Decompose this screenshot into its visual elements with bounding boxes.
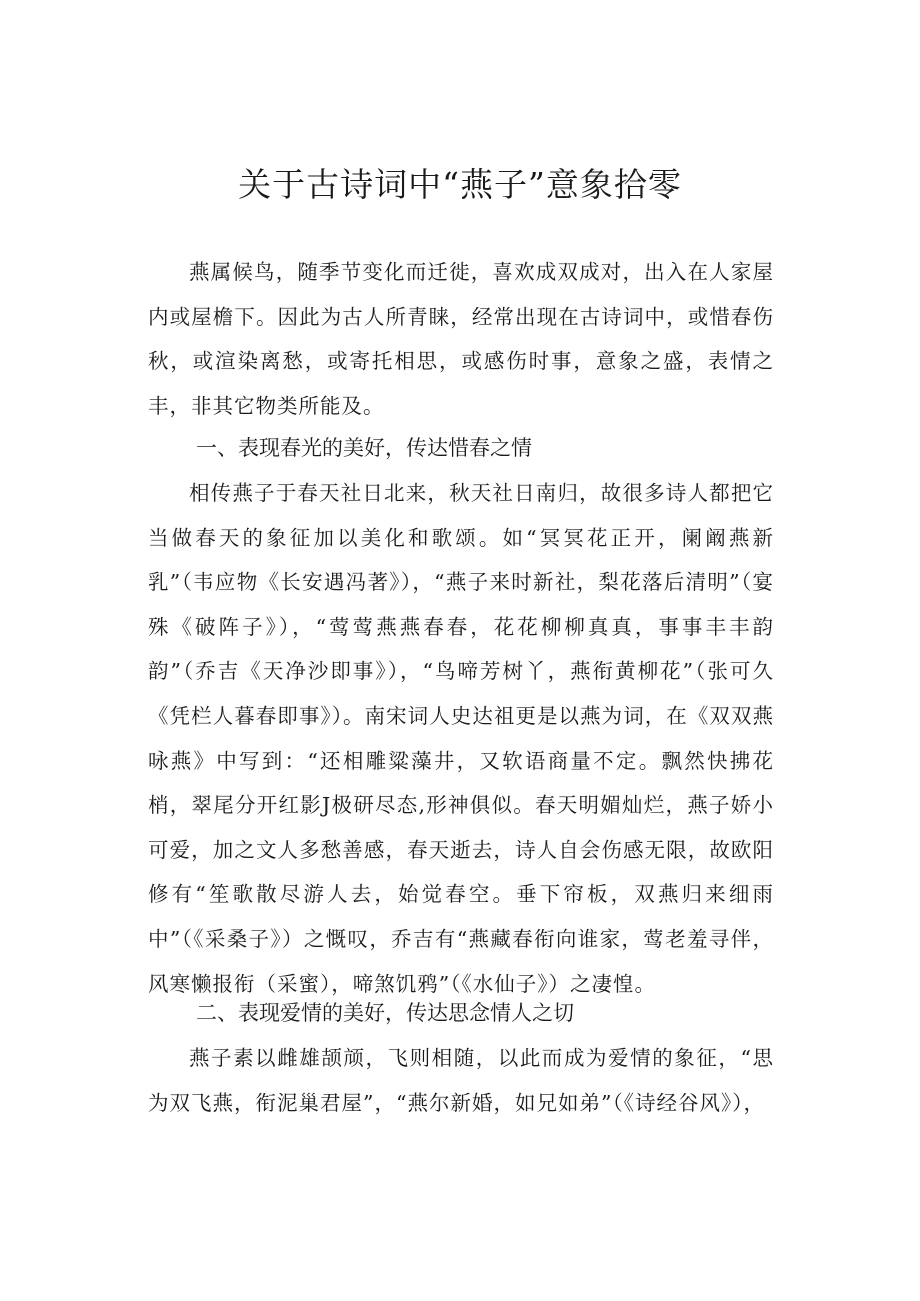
section-1-heading: 一、表现春光的美好，传达惜春之情 bbox=[196, 436, 532, 460]
section-1-paragraph: 相传燕子于春天社日北来，秋天社日南归，故很多诗人都把它当做春天的象征加以美化和歌颂。如“冥冥花正开，阑阚燕新乳”（韦应物《长安遇冯著》），“燕子来时新社，梨花落后清明”（宴殊《破阵子》），“莺莺燕燕春春，花花柳柳真真，事事丰丰韵韵”（乔吉《天净沙即事》），“鸟啼芳树丫，燕衔黄柳花”（张可久《凭栏人暮春即事》）。南宋词人史达祖更是以燕为词，在《双双燕咏燕》中写到：“还相雕粱藻井，又软语商量不定。飘然快拂花梢，翠尾分开红影J极研尽态,形神俱似。春天明媚灿烂，燕子娇小可爱，加之文人多愁善感，春天逝去，诗人自会伤感无限，故欧阳修有“笙歌散尽游人去，始觉春空。垂下帘板，双燕归来细雨中”（《采桑子》）之慨叹，乔吉有“燕藏春衔向谁家，莺老羞寻伴，风寒懒报衔（采蜜），啼煞饥鸦”（《水仙子》）之凄惶。 bbox=[148, 481, 774, 996]
intro-paragraph: 燕属候鸟，随季节变化而迁徙，喜欢成双成对，出入在人家屋内或屋檐下。因此为古人所青睐，经常出现在古诗词中，或惜春伤秋，或渲染离愁，或寄托相思，或感伤时事，意象之盛，表情之丰，非其它物类所能及。 bbox=[148, 260, 774, 418]
section-2-heading: 二、表现爱情的美好，传达思念情人之切 bbox=[196, 1001, 574, 1025]
document-title: 关于古诗词中“燕子”意象拾零 bbox=[238, 165, 682, 204]
section-2-paragraph: 燕子素以雌雄颉颃，飞则相随，以此而成为爱情的象征，“思为双飞燕，衔泥巢君屋”，“燕尔新婚，如兄如弟”（《诗经谷风》）， bbox=[148, 1046, 774, 1115]
